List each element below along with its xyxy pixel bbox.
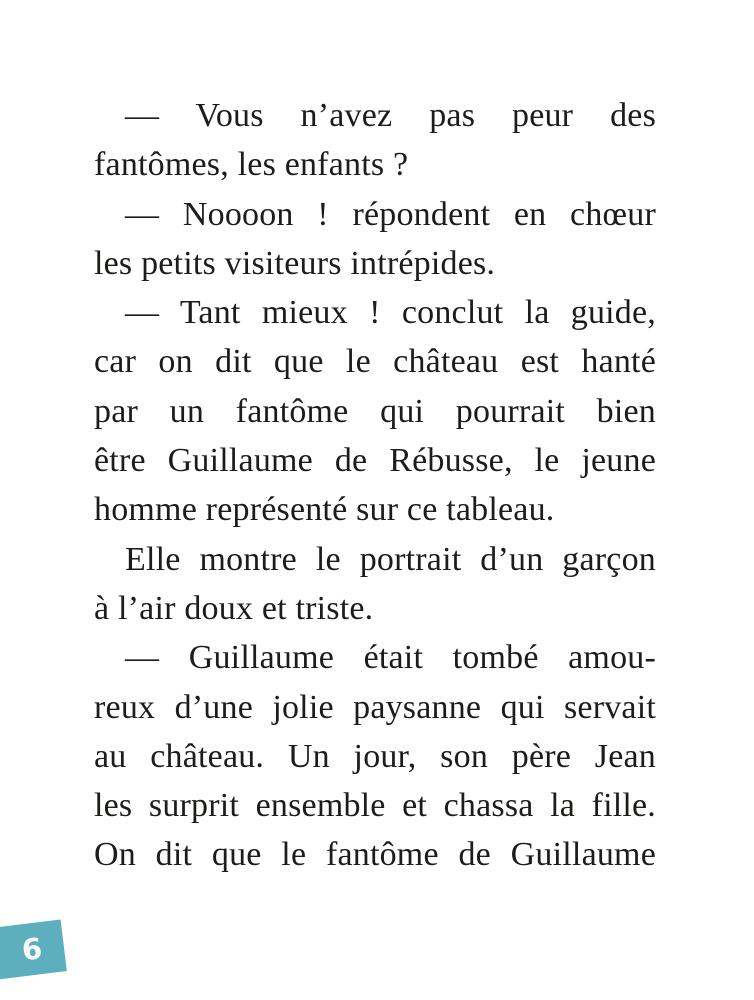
text-line: — Guillaume était tombé amou- bbox=[125, 639, 656, 677]
text-line: Elle montre le portrait d’un garçon bbox=[125, 540, 656, 578]
page-number: 6 bbox=[20, 931, 44, 968]
text-line: — Tant mieux ! conclut la guide, bbox=[125, 294, 656, 332]
text-line: les surprit ensemble et chassa la fille. bbox=[94, 787, 656, 825]
text-line: — Vous n’avez pas peur des bbox=[125, 97, 656, 134]
text-line: être Guillaume de Rébusse, le jeune bbox=[94, 442, 656, 480]
text-line: les petits visiteurs intrépides. bbox=[94, 244, 496, 282]
text-line: par un fantôme qui pourrait bien bbox=[94, 392, 656, 430]
page-number-badge bbox=[0, 919, 67, 980]
text-line: reux d’une jolie paysanne qui servait bbox=[94, 688, 656, 726]
text-line: homme représenté sur ce tableau. bbox=[94, 491, 555, 529]
text-line: fantômes, les enfants ? bbox=[94, 146, 409, 184]
text-block bbox=[94, 91, 656, 880]
text-line: car on dit que le château est hanté bbox=[94, 343, 656, 381]
text-line: à l’air doux et triste. bbox=[94, 589, 374, 627]
text-line: On dit que le fantôme de Guillaume bbox=[94, 836, 656, 874]
text-line: au château. Un jour, son père Jean bbox=[94, 737, 656, 775]
text-line: — Noooon ! répondent en chœur bbox=[125, 195, 656, 233]
